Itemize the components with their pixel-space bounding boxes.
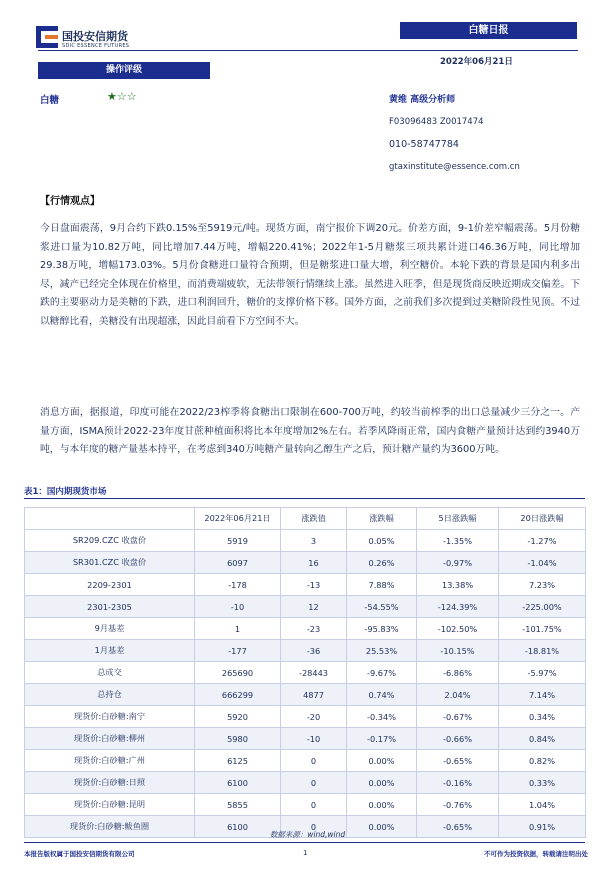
table-cell: -1.35% [417, 530, 499, 552]
table-row [25, 706, 586, 728]
row-label: SR301.CZC 收盘价 [25, 552, 195, 574]
table-row [25, 662, 586, 684]
table-cell: -10 [281, 728, 347, 750]
table-row [25, 574, 586, 596]
table-cell: -95.83% [347, 618, 417, 640]
table-header-cell: 5日涨跌幅 [417, 508, 499, 530]
table-cell: 5855 [195, 794, 281, 816]
table-cell: 6125 [195, 750, 281, 772]
analyst-license: F03096483 Z0017474 [389, 117, 484, 127]
market-view-paragraph-2: 消息方面，据报道，印度可能在2022/23榨季将食糖出口限制在600-700万吨，约较当前榨季的出口总量减少三分之一。产量方面，ISMA预计2022-23年度甘蔗种植面积将比本年度增加2%左右。若季风降雨正常，国内食糖产量预计达到约3940万吨，与本年度的糖产量基本持平，在考虑到340万吨糖产量转向乙醇生产之后，预计糖产量约为3600万吨。 [40, 407, 580, 456]
table-cell: 0.84% [499, 728, 586, 750]
table-row [25, 772, 586, 794]
analyst-phone: 010-58747784 [389, 139, 459, 150]
table-cell: 25.53% [347, 640, 417, 662]
footer-copyright: 本报告版权属于国投安信期货有限公司 [24, 850, 135, 858]
table-cell: 0 [281, 750, 347, 772]
row-label: 总持仓 [25, 684, 195, 706]
table-cell: -0.65% [417, 816, 499, 838]
rating-bar: 操作评级 [38, 62, 210, 79]
table-cell: -178 [195, 574, 281, 596]
table-row [25, 684, 586, 706]
analyst-email: gtaxinstitute@essence.com.cn [389, 162, 520, 172]
table-title-rule [24, 498, 585, 499]
table-cell: 1.04% [499, 794, 586, 816]
table-cell: -101.75% [499, 618, 586, 640]
table-cell: 7.88% [347, 574, 417, 596]
table-header-row [25, 508, 586, 530]
table-cell: -177 [195, 640, 281, 662]
table-header-cell: 2022年06月21日 [195, 508, 281, 530]
table-header-cell: 20日涨跌幅 [499, 508, 586, 530]
table-cell: 4877 [281, 684, 347, 706]
table-cell: -0.17% [347, 728, 417, 750]
table-cell: -0.66% [417, 728, 499, 750]
row-label: 现货价:白砂糖:广州 [25, 750, 195, 772]
table-row [25, 640, 586, 662]
table-cell: 12 [281, 596, 347, 618]
table-cell: -0.76% [417, 794, 499, 816]
table-cell: 0.00% [347, 816, 417, 838]
table-cell: 7.23% [499, 574, 586, 596]
table-cell: 2.04% [417, 684, 499, 706]
logo-mark-icon [36, 26, 58, 48]
footer-divider [24, 842, 585, 843]
table-cell: -102.50% [417, 618, 499, 640]
table-cell: -0.34% [347, 706, 417, 728]
table-cell: -9.67% [347, 662, 417, 684]
market-view-paragraph-1: 今日盘面震荡，9月合约下跌0.15%至5919元/吨。现货方面，南宁报价下调20元。价差方面，9-1价差窄幅震荡。5月份糖浆进口量为10.82万吨，同比增加7.44万吨，增幅220.41%；2022年1-5月糖浆三项共累计进口46.36万吨，同比增加29.38万吨，增幅173.03%。5月份食糖进口量符合预期，但是糖浆进口量大增，利空糖价。本轮下跌的背景是国内利多出尽，减产已经完全体现在价格里，而消费端疲软，无法带领行情继续上涨。虽然进入旺季，但是现货商反映近期成交偏差。下跌的主要驱动力是美糖的下跌，进口利润回升，糖价的支撑价格下移。国外方面，之前我们多次提到过美糖阶段性见顶。不过以糖醇比看，美糖没有出现超涨，因此目前看下方空间不大。 [40, 223, 580, 327]
table-cell: 1 [195, 618, 281, 640]
table-row [25, 552, 586, 574]
table-cell: -0.16% [417, 772, 499, 794]
report-title-bar: 白糖日报 [400, 22, 577, 39]
table-cell: 0 [281, 772, 347, 794]
table-header-cell [25, 508, 195, 530]
commodity-name: 白糖 [40, 95, 60, 106]
table-cell: -0.97% [417, 552, 499, 574]
page-number: 1 [303, 849, 308, 857]
table-cell: 0 [281, 794, 347, 816]
header-divider [38, 50, 578, 51]
row-label: 现货价:白砂糖:昆明 [25, 794, 195, 816]
table-cell: -18.81% [499, 640, 586, 662]
table-title: 表1：国内期现货市场 [24, 487, 107, 497]
row-label: SR209.CZC 收盘价 [25, 530, 195, 552]
table-cell: -6.86% [417, 662, 499, 684]
table-cell: 0.91% [499, 816, 586, 838]
table-cell: 666299 [195, 684, 281, 706]
row-label: 2301-2305 [25, 596, 195, 618]
row-label: 总成交 [25, 662, 195, 684]
table-cell: -124.39% [417, 596, 499, 618]
section-title: 【行情观点】 [40, 196, 100, 207]
table-row [25, 618, 586, 640]
table-cell: 0 [281, 816, 347, 838]
row-label: 现货价:白砂糖:日照 [25, 772, 195, 794]
footer-disclaimer: 不可作为投资依据，转载请注明出处 [484, 850, 588, 858]
table-cell: -5.97% [499, 662, 586, 684]
table-cell: -23 [281, 618, 347, 640]
table-cell: 3 [281, 530, 347, 552]
table-cell: -10.15% [417, 640, 499, 662]
table-cell: -0.67% [417, 706, 499, 728]
table-cell: 5920 [195, 706, 281, 728]
table-header-cell: 涨跌幅 [347, 508, 417, 530]
table-cell: -36 [281, 640, 347, 662]
table-cell: 0.00% [347, 772, 417, 794]
table-cell: -225.00% [499, 596, 586, 618]
table-cell: -1.27% [499, 530, 586, 552]
table-cell: 0.00% [347, 794, 417, 816]
table-cell: 0.34% [499, 706, 586, 728]
report-date: 2022年06月21日 [440, 57, 513, 67]
table-cell: 13.38% [417, 574, 499, 596]
table-row [25, 530, 586, 552]
table-cell: 6100 [195, 772, 281, 794]
table-cell: 0.00% [347, 750, 417, 772]
table-cell: 7.14% [499, 684, 586, 706]
row-label: 现货价:白砂糖:柳州 [25, 728, 195, 750]
table-cell: 16 [281, 552, 347, 574]
table-cell: 265690 [195, 662, 281, 684]
table-cell: -13 [281, 574, 347, 596]
table-header-cell: 涨跌值 [281, 508, 347, 530]
table-row [25, 596, 586, 618]
row-label: 2209-2301 [25, 574, 195, 596]
data-source: 数据来源：wind,wind [269, 830, 346, 839]
table-cell: 5919 [195, 530, 281, 552]
table-cell: 0.05% [347, 530, 417, 552]
table-row [25, 750, 586, 772]
row-label: 现货价:白砂糖:南宁 [25, 706, 195, 728]
table-cell: -28443 [281, 662, 347, 684]
table-cell: -0.65% [417, 750, 499, 772]
table-cell: -1.04% [499, 552, 586, 574]
analyst-name: 黄维 高级分析师 [389, 95, 456, 105]
market-table [24, 507, 586, 838]
table-cell: -54.55% [347, 596, 417, 618]
row-label: 现货价:白砂糖:鲅鱼圈 [25, 816, 195, 838]
logo-text-en: SDIC ESSENCE FUTURES [62, 43, 130, 49]
table-cell: 5980 [195, 728, 281, 750]
table-cell: 0.82% [499, 750, 586, 772]
table-cell: -20 [281, 706, 347, 728]
table-cell: 0.33% [499, 772, 586, 794]
row-label: 9月基差 [25, 618, 195, 640]
table-cell: 6097 [195, 552, 281, 574]
table-row [25, 728, 586, 750]
table-cell: 6100 [195, 816, 281, 838]
table-cell: 0.74% [347, 684, 417, 706]
table-row [25, 794, 586, 816]
logo-text-cn: 国投安信期货 [62, 30, 128, 43]
rating-stars-icon: ★☆☆ [107, 90, 137, 103]
table-cell: -10 [195, 596, 281, 618]
table-cell: 0.26% [347, 552, 417, 574]
row-label: 1月基差 [25, 640, 195, 662]
